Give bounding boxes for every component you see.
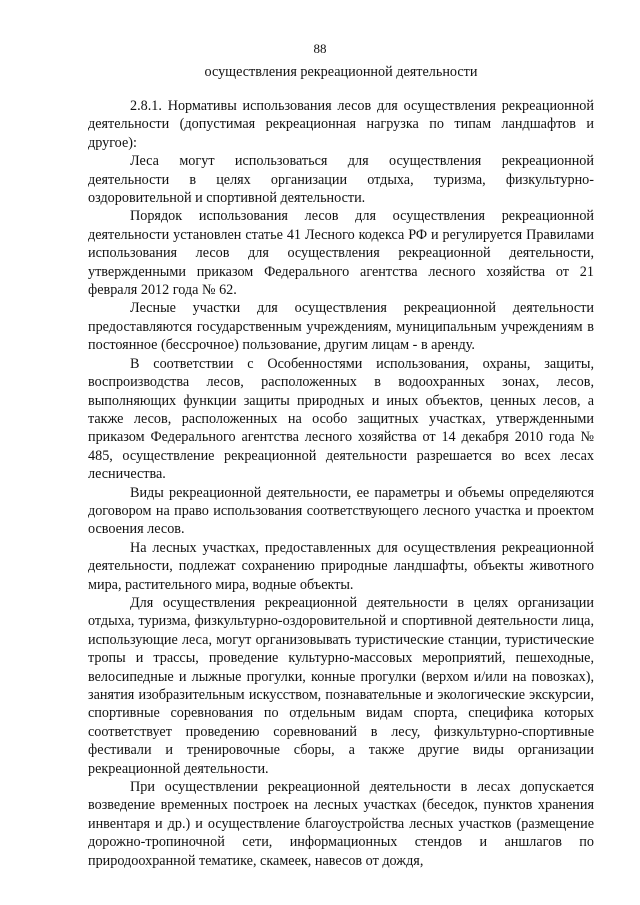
- paragraph: Леса могут использоваться для осуществления рекреационной деятельности в целях организации отдыха, туризма, физкультурно-оздоровительной и спортивной деятельности.: [88, 153, 594, 207]
- paragraph: В соответствии с Особенностями использования, охраны, защиты, воспроизводства лесов, расположенных в водоохранных зонах, лесов, выполняющих функции защиты природных и иных объектов, ценных лесов, а также лесов, расположенных на особо защитных участках, утвержденными приказом Федерального агентства лесного хозяйства от 14 декабря 2010 года № 485, осуществление рекреационной деятельности разрешается во всех лесах лесничества.: [88, 355, 594, 483]
- paragraph-2-8-1: 2.8.1. Нормативы использования лесов для осуществления рекреационной деятельности (допустимая рекреационная нагрузка по типам ландшафтов и другое):: [88, 98, 594, 151]
- paragraph: Лесные участки для осуществления рекреационной деятельности предоставляются государственным учреждениям, муниципальным учреждениям в постоянное (бессрочное) пользование, другим лицам - в аренду.: [88, 300, 594, 354]
- section-heading-continuation: осуществления рекреационной деятельности: [204, 64, 478, 80]
- document-body: [88, 97, 594, 870]
- paragraph: Виды рекреационной деятельности, ее параметры и объемы определяются договором на право использования соответствующего лесного участка и проектом освоения лесов.: [88, 484, 594, 538]
- paragraph: При осуществлении рекреационной деятельности в лесах допускается возведение временных построек на лесных участках (беседок, пунктов хранения инвентаря и др.) и осуществление благоустройства лесных участков (размещение дорожно-тропиночной сети, информационных стендов и аншлагов по природоохранной тематике, скамеек, навесов от дождя,: [88, 779, 594, 869]
- paragraph: Для осуществления рекреационной деятельности в целях организации отдыха, туризма, физкультурно-оздоровительной и спортивной деятельности лица, использующие леса, могут организовывать туристические станции, туристические тропы и трассы, проведение культурно-массовых мероприятий, пешеходные, велосипедные и лыжные прогулки, конные прогулки (верхом и/или на повозках), занятия изобразительным искусством, познавательные и экологические экскурсии, спортивные соревнования по отдельным видам спорта, специфика которых соответствует проведению соревнований в лесу, физкультурно-спортивные фестивали и тренировочные сборы, а также другие виды организации рекреационной деятельности.: [88, 594, 594, 777]
- paragraph: Порядок использования лесов для осуществления рекреационной деятельности установлен статье 41 Лесного кодекса РФ и регулируется Правилами использования лесов для осуществления рекреационной деятельности, утвержденными приказом Федерального агентства лесного хозяйства от 21 февраля 2012 года № 62.: [88, 208, 594, 299]
- paragraph: На лесных участках, предоставленных для осуществления рекреационной деятельности, подлежат сохранению природные ландшафты, объекты животного мира, растительного мира, водные объекты.: [88, 539, 594, 593]
- page-number: 88: [313, 41, 327, 56]
